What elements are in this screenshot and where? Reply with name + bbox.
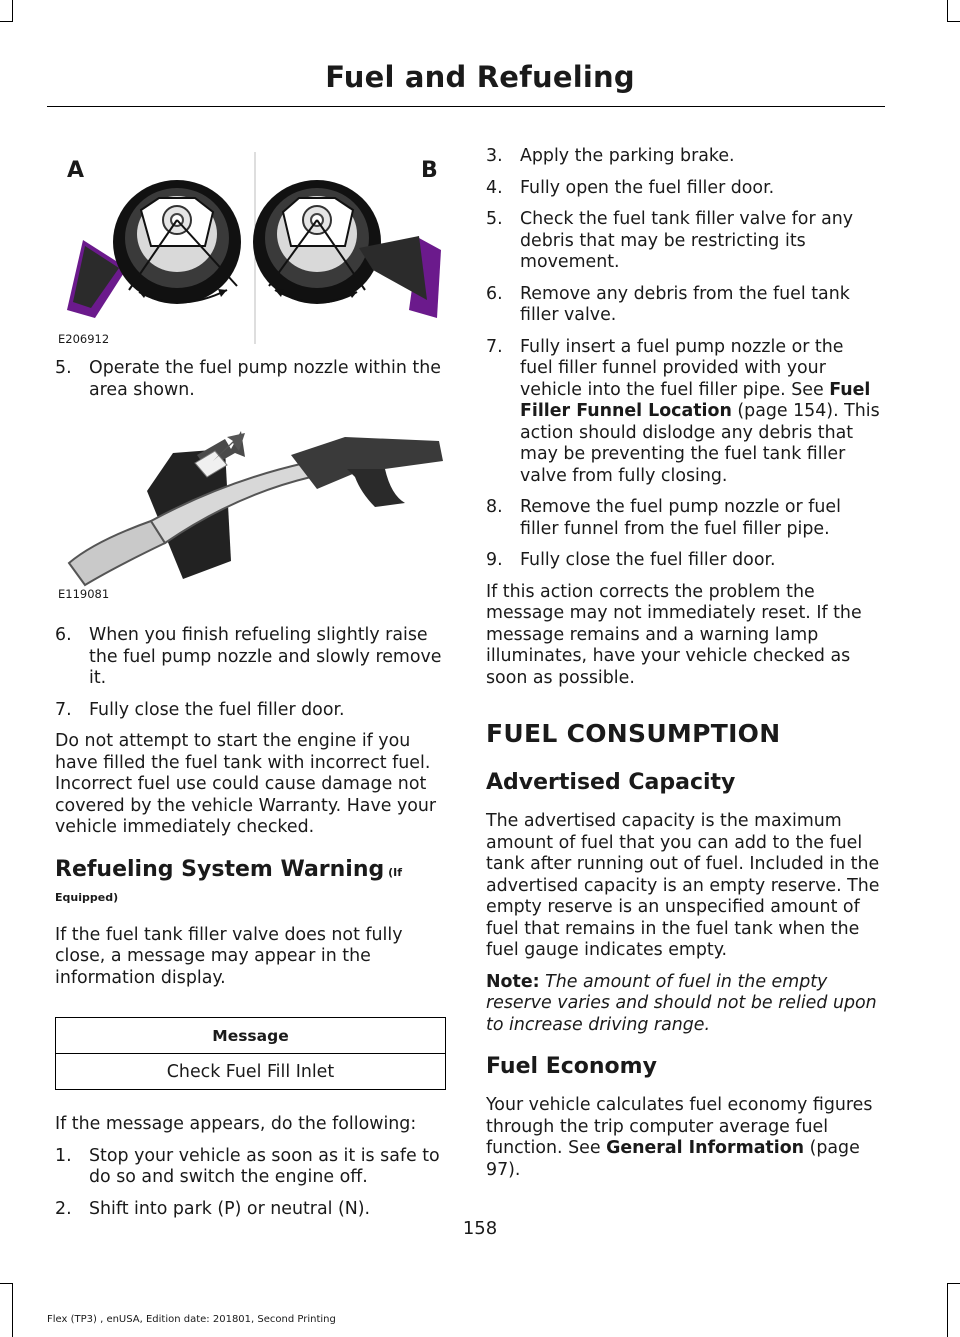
- step-number: 7.: [55, 699, 72, 720]
- step-text: Check the fuel tank filler valve for any debris that may be restricting its movement.: [520, 209, 854, 272]
- section-heading-text: Refueling System Warning: [55, 856, 385, 882]
- crop-mark-bottom-right-h: [948, 1283, 960, 1284]
- step-text: Stop your vehicle as soon as it is safe to do so and switch the engine off.: [89, 1145, 440, 1187]
- page-title: Fuel and Refueling: [325, 60, 635, 94]
- message-appears-intro: If the message appears, do the following:: [55, 1114, 417, 1134]
- fuel-nozzle-illustration: [55, 411, 447, 601]
- figure-fuel-nozzle: [55, 411, 447, 601]
- left-column: [55, 150, 447, 1230]
- step-number: 7.: [486, 336, 503, 357]
- step-text: Operate the fuel pump nozzle within the area shown.: [89, 358, 441, 400]
- message-table-header: Message: [56, 1018, 446, 1054]
- message-table-cell: Check Fuel Fill Inlet: [56, 1054, 446, 1090]
- note-text: The amount of fuel in the empty reserve varies and should not be relied upon to increase driving range.: [486, 971, 877, 1035]
- step-5-check-valve: [486, 209, 880, 274]
- advertised-capacity-paragraph: The advertised capacity is the maximum amount of fuel that you can add to the fuel tank after running out of fuel. Included in the advertised capacity is an empty reserve. The empty reserve is an unspecified amount of fuel that remains in the fuel tank when the fuel gauge indicates empty.: [486, 811, 880, 960]
- section-heading-fuel-consumption: FUEL CONSUMPTION: [486, 719, 781, 748]
- crop-mark-top-left-h: [0, 21, 12, 22]
- step-text: Apply the parking brake.: [520, 146, 735, 166]
- step-text: Remove any debris from the fuel tank filler valve.: [520, 283, 850, 325]
- message-table: [55, 1017, 446, 1090]
- step-text-after: (page 154). This action should dislodge any debris that may be preventing the fuel tank filler valve from fully closing.: [520, 401, 880, 486]
- step-2-shift-park: [55, 1199, 447, 1221]
- step-text: Shift into park (P) or neutral (N).: [89, 1198, 371, 1219]
- step-6-remove-debris: [486, 284, 880, 327]
- step-text: When you finish refueling slightly raise the fuel pump nozzle and slowly remove it.: [89, 625, 442, 688]
- step-text: Fully close the fuel filler door.: [520, 550, 776, 570]
- step-number: 8.: [486, 497, 503, 517]
- crop-mark-bottom-left-h: [0, 1283, 12, 1284]
- step-text: Remove the fuel pump nozzle or fuel filler funnel from the fuel filler pipe.: [520, 497, 841, 539]
- link-general-information[interactable]: General Information: [606, 1138, 805, 1158]
- problem-corrected-paragraph: If this action corrects the problem the message may not immediately reset. If the message remains and a warning lamp illuminates, have your vehicle checked as soon as possible.: [486, 581, 862, 688]
- figure-label-a: A: [67, 158, 85, 183]
- step-text-before: Fully insert a fuel pump nozzle or the fuel filler funnel provided with your vehicle into the fuel filler pipe. See: [520, 336, 844, 400]
- economy-text-after: (page 97).: [486, 1138, 860, 1180]
- step-number: 2.: [55, 1198, 72, 1219]
- figure-code: E206912: [58, 332, 110, 346]
- step-text: Fully open the fuel filler door.: [520, 177, 775, 198]
- step-number: 3.: [486, 146, 503, 166]
- economy-text-before: Your vehicle calculates fuel economy figures through the trip computer average fuel function. See: [486, 1095, 873, 1158]
- step-number: 6.: [55, 625, 72, 645]
- incorrect-fuel-paragraph: Do not attempt to start the engine if you have filled the fuel tank with incorrect fuel. Incorrect fuel use could cause damage not covered by the vehicle Warranty. Have your vehicle immediately checked.: [55, 731, 437, 837]
- step-7-close-door: [55, 700, 447, 722]
- step-4-open-door: [486, 178, 880, 200]
- crop-mark-top-left: [12, 0, 13, 22]
- crop-mark-top-right: [947, 0, 948, 22]
- fuel-economy-paragraph: [486, 1095, 880, 1181]
- footer-edition: Flex (TP3) , enUSA, Edition date: 201801, Second Printing: [47, 1314, 336, 1325]
- subheading-advertised-capacity: Advertised Capacity: [486, 770, 736, 795]
- header-rule: [47, 106, 885, 107]
- right-column: [486, 146, 880, 1191]
- step-text: [520, 337, 880, 488]
- if-equipped-label: (If Equipped): [55, 865, 403, 904]
- valve-a-drawing: [67, 180, 241, 318]
- subheading-fuel-economy: Fuel Economy: [486, 1054, 657, 1079]
- figure-filler-valve-a-b: [55, 150, 447, 346]
- section-heading-refueling-system-warning: [55, 857, 447, 907]
- page-number: 158: [462, 1218, 498, 1239]
- filler-valve-paragraph: If the fuel tank filler valve does not fully close, a message may appear in the information display.: [55, 924, 403, 988]
- figure-code: E119081: [58, 587, 110, 601]
- step-3-parking-brake: [486, 146, 880, 168]
- step-5-operate-nozzle: [55, 358, 447, 401]
- step-6-remove-nozzle: [55, 625, 447, 690]
- step-9-close-door: [486, 550, 880, 572]
- note-paragraph: [486, 972, 880, 1037]
- step-number: 1.: [55, 1145, 72, 1166]
- valve-b-drawing: [253, 180, 441, 318]
- figure-label-b: B: [421, 158, 438, 183]
- step-text: Fully close the fuel filler door.: [89, 699, 345, 720]
- step-1-stop-vehicle: [55, 1146, 447, 1189]
- filler-valve-illustration: [55, 150, 447, 346]
- step-number: 5.: [486, 209, 503, 229]
- crop-mark-top-right-h: [948, 21, 960, 22]
- crop-mark-bottom-right: [947, 1283, 948, 1337]
- step-7-insert-nozzle: [486, 337, 880, 488]
- step-number: 5.: [55, 358, 72, 378]
- link-fuel-filler-funnel-location[interactable]: Fuel Filler Funnel Location: [520, 379, 871, 421]
- step-number: 6.: [486, 283, 503, 304]
- note-label: Note:: [486, 971, 540, 992]
- step-number: 4.: [486, 177, 503, 198]
- step-number: 9.: [486, 550, 503, 570]
- crop-mark-bottom-left: [12, 1283, 13, 1337]
- step-8-remove-funnel: [486, 497, 880, 540]
